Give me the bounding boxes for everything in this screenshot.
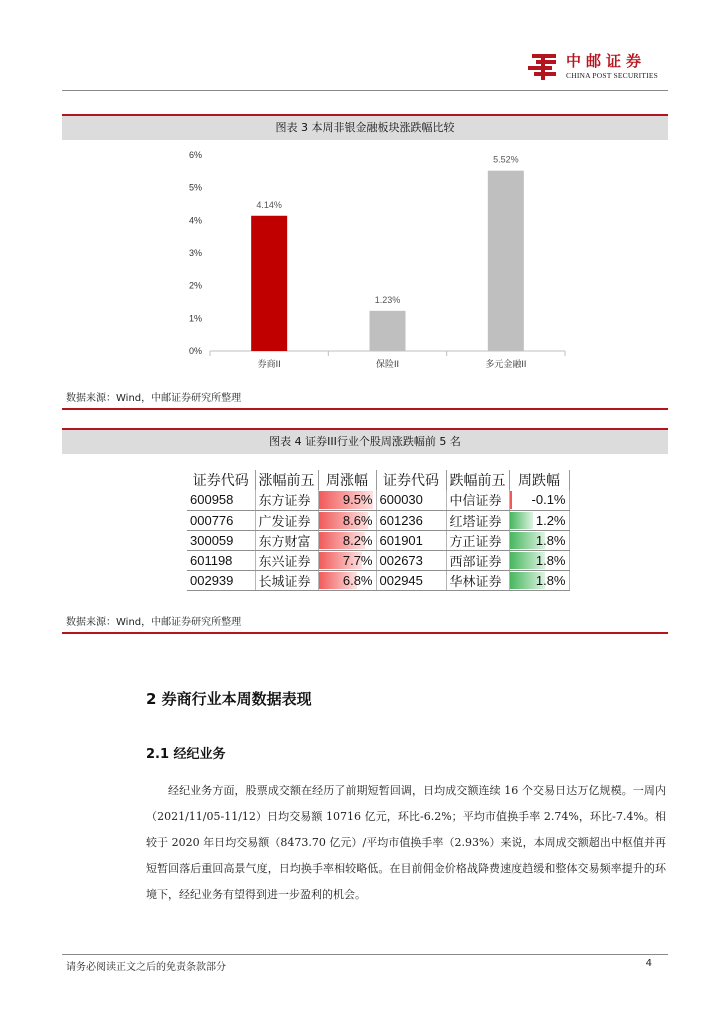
page-number: 4 xyxy=(645,958,652,969)
header-top-losers: 跌幅前五 xyxy=(446,470,509,490)
stock-name-up: 东兴证券 xyxy=(255,550,318,570)
figure3-bottom-rule xyxy=(62,408,668,410)
data-labels xyxy=(256,155,518,305)
table-row xyxy=(187,510,569,530)
x-category-label: 多元金融II xyxy=(485,359,527,369)
stock-name-down: 方正证券 xyxy=(446,530,509,550)
y-tick-label: 3% xyxy=(188,248,202,258)
figure3-source: 数据来源：Wind，中邮证券研究所整理 xyxy=(66,393,242,404)
stock-name-down: 西部证券 xyxy=(446,550,509,570)
weekly-loss-cell xyxy=(509,490,569,510)
bar-2 xyxy=(370,311,406,351)
table-row xyxy=(187,530,569,550)
y-tick-label: 2% xyxy=(188,280,202,291)
company-logo xyxy=(528,50,668,84)
weekly-loss-cell xyxy=(509,510,569,530)
header-code-up: 证券代码 xyxy=(187,470,255,490)
loss-data-bar xyxy=(510,512,534,529)
y-tick-label: 6% xyxy=(188,150,202,160)
logo-chinese-name: 中邮证券 xyxy=(566,52,647,70)
stock-code-down: 002945 xyxy=(376,570,446,590)
stock-name-down: 红塔证券 xyxy=(446,510,509,530)
weekly-gain-cell xyxy=(318,510,376,530)
stock-name-up: 广发证券 xyxy=(255,510,318,530)
data-label: 4.14% xyxy=(256,199,282,210)
stock-code-up: 000776 xyxy=(187,510,255,530)
table-header-row xyxy=(187,470,569,490)
gain-value: 8.2% xyxy=(342,532,373,548)
y-axis-ticks xyxy=(189,150,202,356)
header-top-gainers: 涨幅前五 xyxy=(255,470,318,490)
footer-divider xyxy=(62,954,668,955)
gain-value: 9.5% xyxy=(342,492,373,508)
subsection-heading: 2.1 经纪业务 xyxy=(146,747,226,762)
data-label: 5.52% xyxy=(493,154,519,165)
loss-value: 1.8% xyxy=(535,532,566,548)
loss-data-bar xyxy=(510,491,512,509)
stock-performance-table xyxy=(187,470,570,591)
table-row xyxy=(187,490,569,510)
table-row xyxy=(187,550,569,570)
gain-value: 7.7% xyxy=(342,552,373,568)
stock-code-down: 601901 xyxy=(376,530,446,550)
figure4-caption: 图表 4 证券III行业个股周涨跌幅前 5 名 xyxy=(62,428,668,454)
stock-code-up: 600958 xyxy=(187,490,255,510)
y-tick-label: 1% xyxy=(188,313,202,324)
figure4-source: 数据来源：Wind，中邮证券研究所整理 xyxy=(66,617,242,628)
header-code-down: 证券代码 xyxy=(376,470,446,490)
stock-name-up: 东方财富 xyxy=(255,530,318,550)
stock-code-down: 600030 xyxy=(376,490,446,510)
loss-value: 1.2% xyxy=(535,512,566,528)
y-tick-label: 0% xyxy=(188,346,202,356)
figure3-caption: 图表 3 本周非银金融板块涨跌幅比较 xyxy=(62,114,668,140)
header-weekly-loss: 周跌幅 xyxy=(509,470,569,490)
stock-code-down: 002673 xyxy=(376,550,446,570)
china-post-logo-icon xyxy=(528,50,560,82)
brokerage-paragraph: 经纪业务方面，股票成交额在经历了前期短暂回调，日均成交额连续 16 个交易日达万亿规模。一周内（2021/11/05-11/12）日均交易额 10716 亿元，环比-6.2%；平均市值换手率 2.74%，环比-7.4%。相较于 2020 年日均交易额（8473.70 亿元）/平均市值换手率（2.93%）来说，本周成交额超出中枢值并再短暂回落后重回高景气度，日均换手率相较略低。在目前佣金价格战降费速度趋缓和整体交易频率提升的环境下，经纪业务有望得到进一步盈利的机会。 xyxy=(146,784,666,901)
x-axis-categories xyxy=(210,351,565,369)
y-tick-label: 5% xyxy=(188,182,202,193)
section-heading: 2 券商行业本周数据表现 xyxy=(146,690,312,708)
stock-name-up: 长城证券 xyxy=(255,570,318,590)
weekly-loss-cell xyxy=(509,530,569,550)
gain-value: 8.6% xyxy=(342,512,373,528)
x-category-label: 保险II xyxy=(375,359,400,369)
bar-1 xyxy=(251,216,287,351)
stock-name-down: 华林证券 xyxy=(446,570,509,590)
x-category-label: 券商II xyxy=(257,359,281,369)
logo-english-name: CHINA POST SECURITIES xyxy=(566,71,658,80)
header-divider xyxy=(62,90,668,91)
loss-value: -0.1% xyxy=(531,492,566,508)
sector-return-bar-chart xyxy=(170,142,580,374)
stock-name-up: 东方证券 xyxy=(255,490,318,510)
weekly-gain-cell xyxy=(318,550,376,570)
weekly-gain-cell xyxy=(318,490,376,510)
y-tick-label: 4% xyxy=(188,215,202,226)
bar-series xyxy=(251,171,524,351)
table-row xyxy=(187,570,569,590)
weekly-gain-cell xyxy=(318,570,376,590)
stock-code-up: 002939 xyxy=(187,570,255,590)
gain-value: 6.8% xyxy=(342,572,373,588)
stock-code-up: 601198 xyxy=(187,550,255,570)
stock-code-up: 300059 xyxy=(187,530,255,550)
weekly-gain-cell xyxy=(318,530,376,550)
figure4-bottom-rule xyxy=(62,632,668,634)
loss-value: 1.8% xyxy=(535,552,566,568)
weekly-loss-cell xyxy=(509,570,569,590)
footer-disclaimer: 请务必阅读正文之后的免责条款部分 xyxy=(66,962,226,973)
stock-name-down: 中信证券 xyxy=(446,490,509,510)
bar-3 xyxy=(488,171,524,351)
header-weekly-gain: 周涨幅 xyxy=(318,470,376,490)
weekly-loss-cell xyxy=(509,550,569,570)
stock-code-down: 601236 xyxy=(376,510,446,530)
loss-value: 1.8% xyxy=(535,572,566,588)
data-label: 1.23% xyxy=(374,294,401,305)
